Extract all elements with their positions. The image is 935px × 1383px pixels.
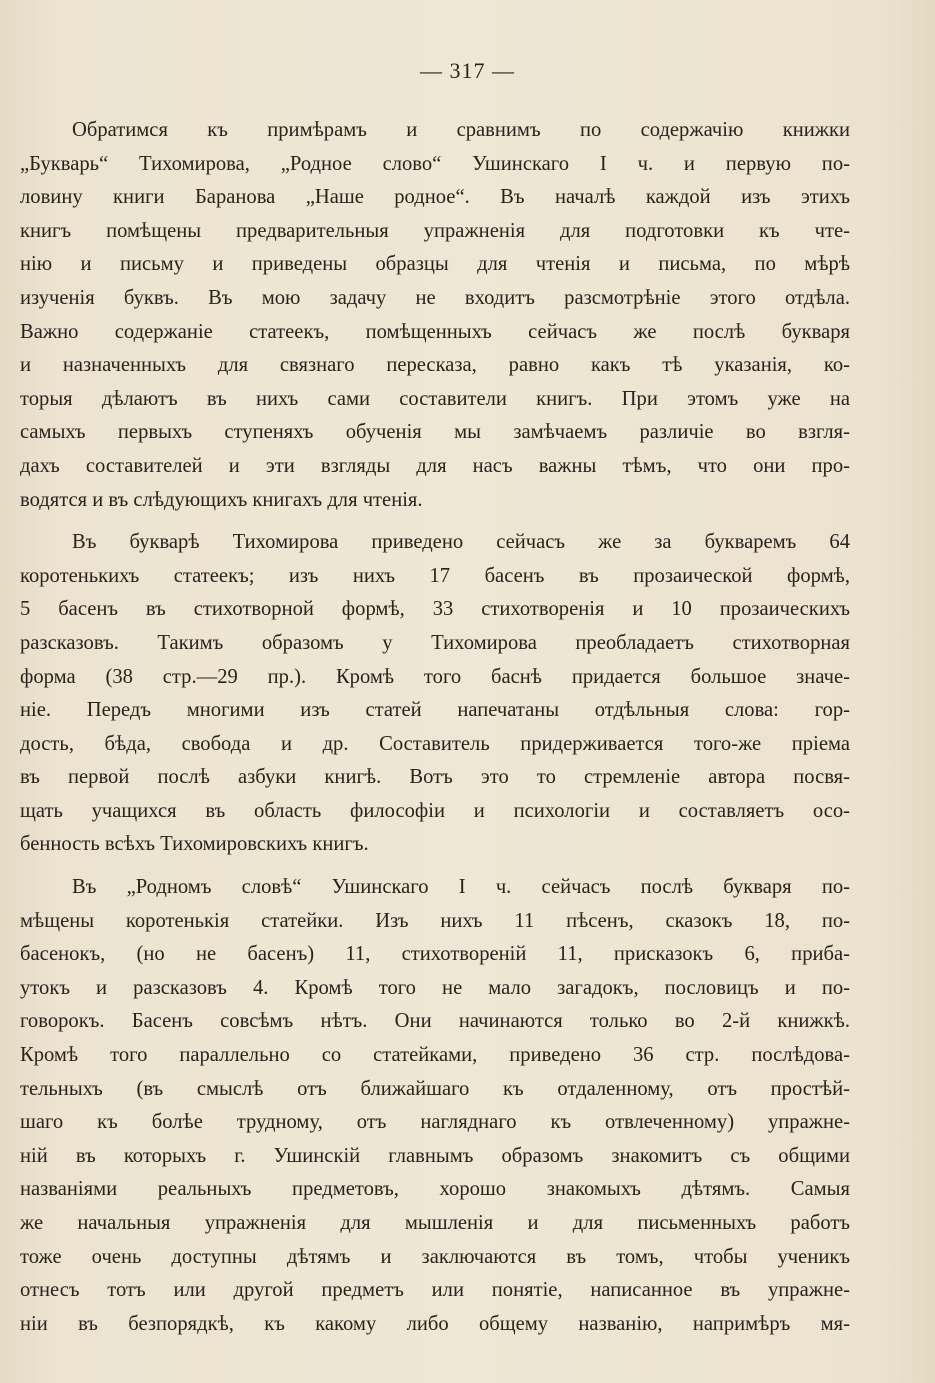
- text-line: форма (38 стр.—29 пр.). Кромѣ того баснѣ придается большое значе-: [20, 665, 850, 688]
- text-line: тоже очень доступны дѣтямъ и заключаются въ томъ, чтобы ученикъ: [20, 1245, 850, 1268]
- text-line: самыхъ первыхъ ступеняхъ обученія мы замѣчаемъ различіе во взгля-: [20, 421, 850, 444]
- text-line: Кромѣ того параллельно со статейками, приведено 36 стр. послѣдова-: [20, 1044, 850, 1067]
- text-line: ній въ которыхъ г. Ушинскій главнымъ образомъ знакомитъ съ общими: [20, 1144, 850, 1167]
- body-text: [20, 114, 850, 1341]
- text-line: водятся и въ слѣдующихъ книгахъ для чтенія.: [20, 488, 423, 511]
- text-line: утокъ и разсказовъ 4. Кромѣ того не мало загадокъ, пословицъ и по-: [20, 976, 850, 999]
- text-line: бенность всѣхъ Тихомировскихъ книгъ.: [20, 833, 369, 856]
- paragraph-3: [20, 871, 850, 1341]
- text-line: отнесъ тотъ или другой предметъ или понятіе, написанное въ упражне-: [20, 1279, 850, 1302]
- text-line: въ первой послѣ азбуки книгѣ. Вотъ это то стремленіе автора посвя-: [20, 766, 850, 789]
- text-line: книгъ помѣщены предварительныя упражненія для подготовки къ чте-: [20, 219, 850, 242]
- text-line: „Букварь“ Тихомирова, „Родное слово“ Ушинскаго I ч. и первую по-: [20, 152, 850, 175]
- text-line: торыя дѣлаютъ въ нихъ сами составители книгъ. При этомъ уже на: [20, 387, 850, 410]
- text-line: коротенькихъ статеекъ; изъ нихъ 17 басенъ въ прозаической формѣ,: [20, 564, 850, 587]
- text-line: говорокъ. Басенъ совсѣмъ нѣтъ. Они начинаются только во 2-й книжкѣ.: [20, 1010, 850, 1033]
- text-line: ніи въ безпорядкѣ, къ какому либо общему названію, напримѣръ мя-: [20, 1312, 850, 1335]
- text-line: Въ „Родномъ словѣ“ Ушинскаго I ч. сейчасъ послѣ букваря по-: [72, 876, 850, 899]
- text-line: дахъ составителей и эти взгляды для насъ важны тѣмъ, что они про-: [20, 454, 850, 477]
- text-line: Обратимся къ примѣрамъ и сравнимъ по содержачію книжки: [72, 119, 850, 141]
- text-line: Важно содержаніе статеекъ, помѣщенныхъ сейчасъ же послѣ букваря: [20, 320, 850, 343]
- text-line: нію и письму и приведены образцы для чтенія и письма, по мѣрѣ: [20, 253, 850, 276]
- text-line: и назначенныхъ для связнаго пересказа, равно какъ тѣ указанія, ко-: [20, 354, 850, 377]
- text-line: ловину книги Баранова „Наше родное“. Въ началѣ каждой изъ этихъ: [20, 186, 850, 209]
- paragraph-2: [20, 526, 850, 862]
- text-line: названіями реальныхъ предметовъ, хорошо знакомыхъ дѣтямъ. Самыя: [20, 1178, 850, 1201]
- text-line: щать учащихся въ область философіи и психологіи и составляетъ осо-: [20, 799, 850, 822]
- page-number: — 317 —: [420, 58, 515, 83]
- text-line: тельныхъ (въ смыслѣ отъ ближайшаго къ отдаленному, отъ простѣй-: [20, 1077, 850, 1100]
- text-line: разсказовъ. Такимъ образомъ у Тихомирова преобладаетъ стихотворная: [20, 631, 850, 654]
- paragraph-1: [20, 114, 850, 517]
- text-line: Въ букварѣ Тихомирова приведено сейчасъ же за букваремъ 64: [72, 531, 850, 554]
- text-line: ніе. Передъ многими изъ статей напечатаны отдѣльныя слова: гор-: [20, 699, 850, 722]
- text-line: изученія буквъ. Въ мою задачу не входитъ разсмотрѣніе этого отдѣла.: [20, 286, 850, 309]
- text-line: шаго къ болѣе трудному, отъ нагляднаго къ отвлеченному) упражне-: [20, 1111, 850, 1134]
- text-line: басенокъ, (но не басенъ) 11, стихотвореній 11, присказокъ 6, приба-: [20, 943, 850, 966]
- text-line: дость, бѣда, свобода и др. Составитель придерживается того-же пріема: [20, 732, 850, 755]
- text-line: 5 басенъ въ стихотворной формѣ, 33 стихотворенія и 10 прозаическихъ: [20, 598, 850, 621]
- text-line: мѣщены коротенькія статейки. Изъ нихъ 11 пѣсенъ, сказокъ 18, по-: [20, 909, 850, 932]
- text-line: же начальныя упражненія для мышленія и для письменныхъ работъ: [20, 1212, 850, 1234]
